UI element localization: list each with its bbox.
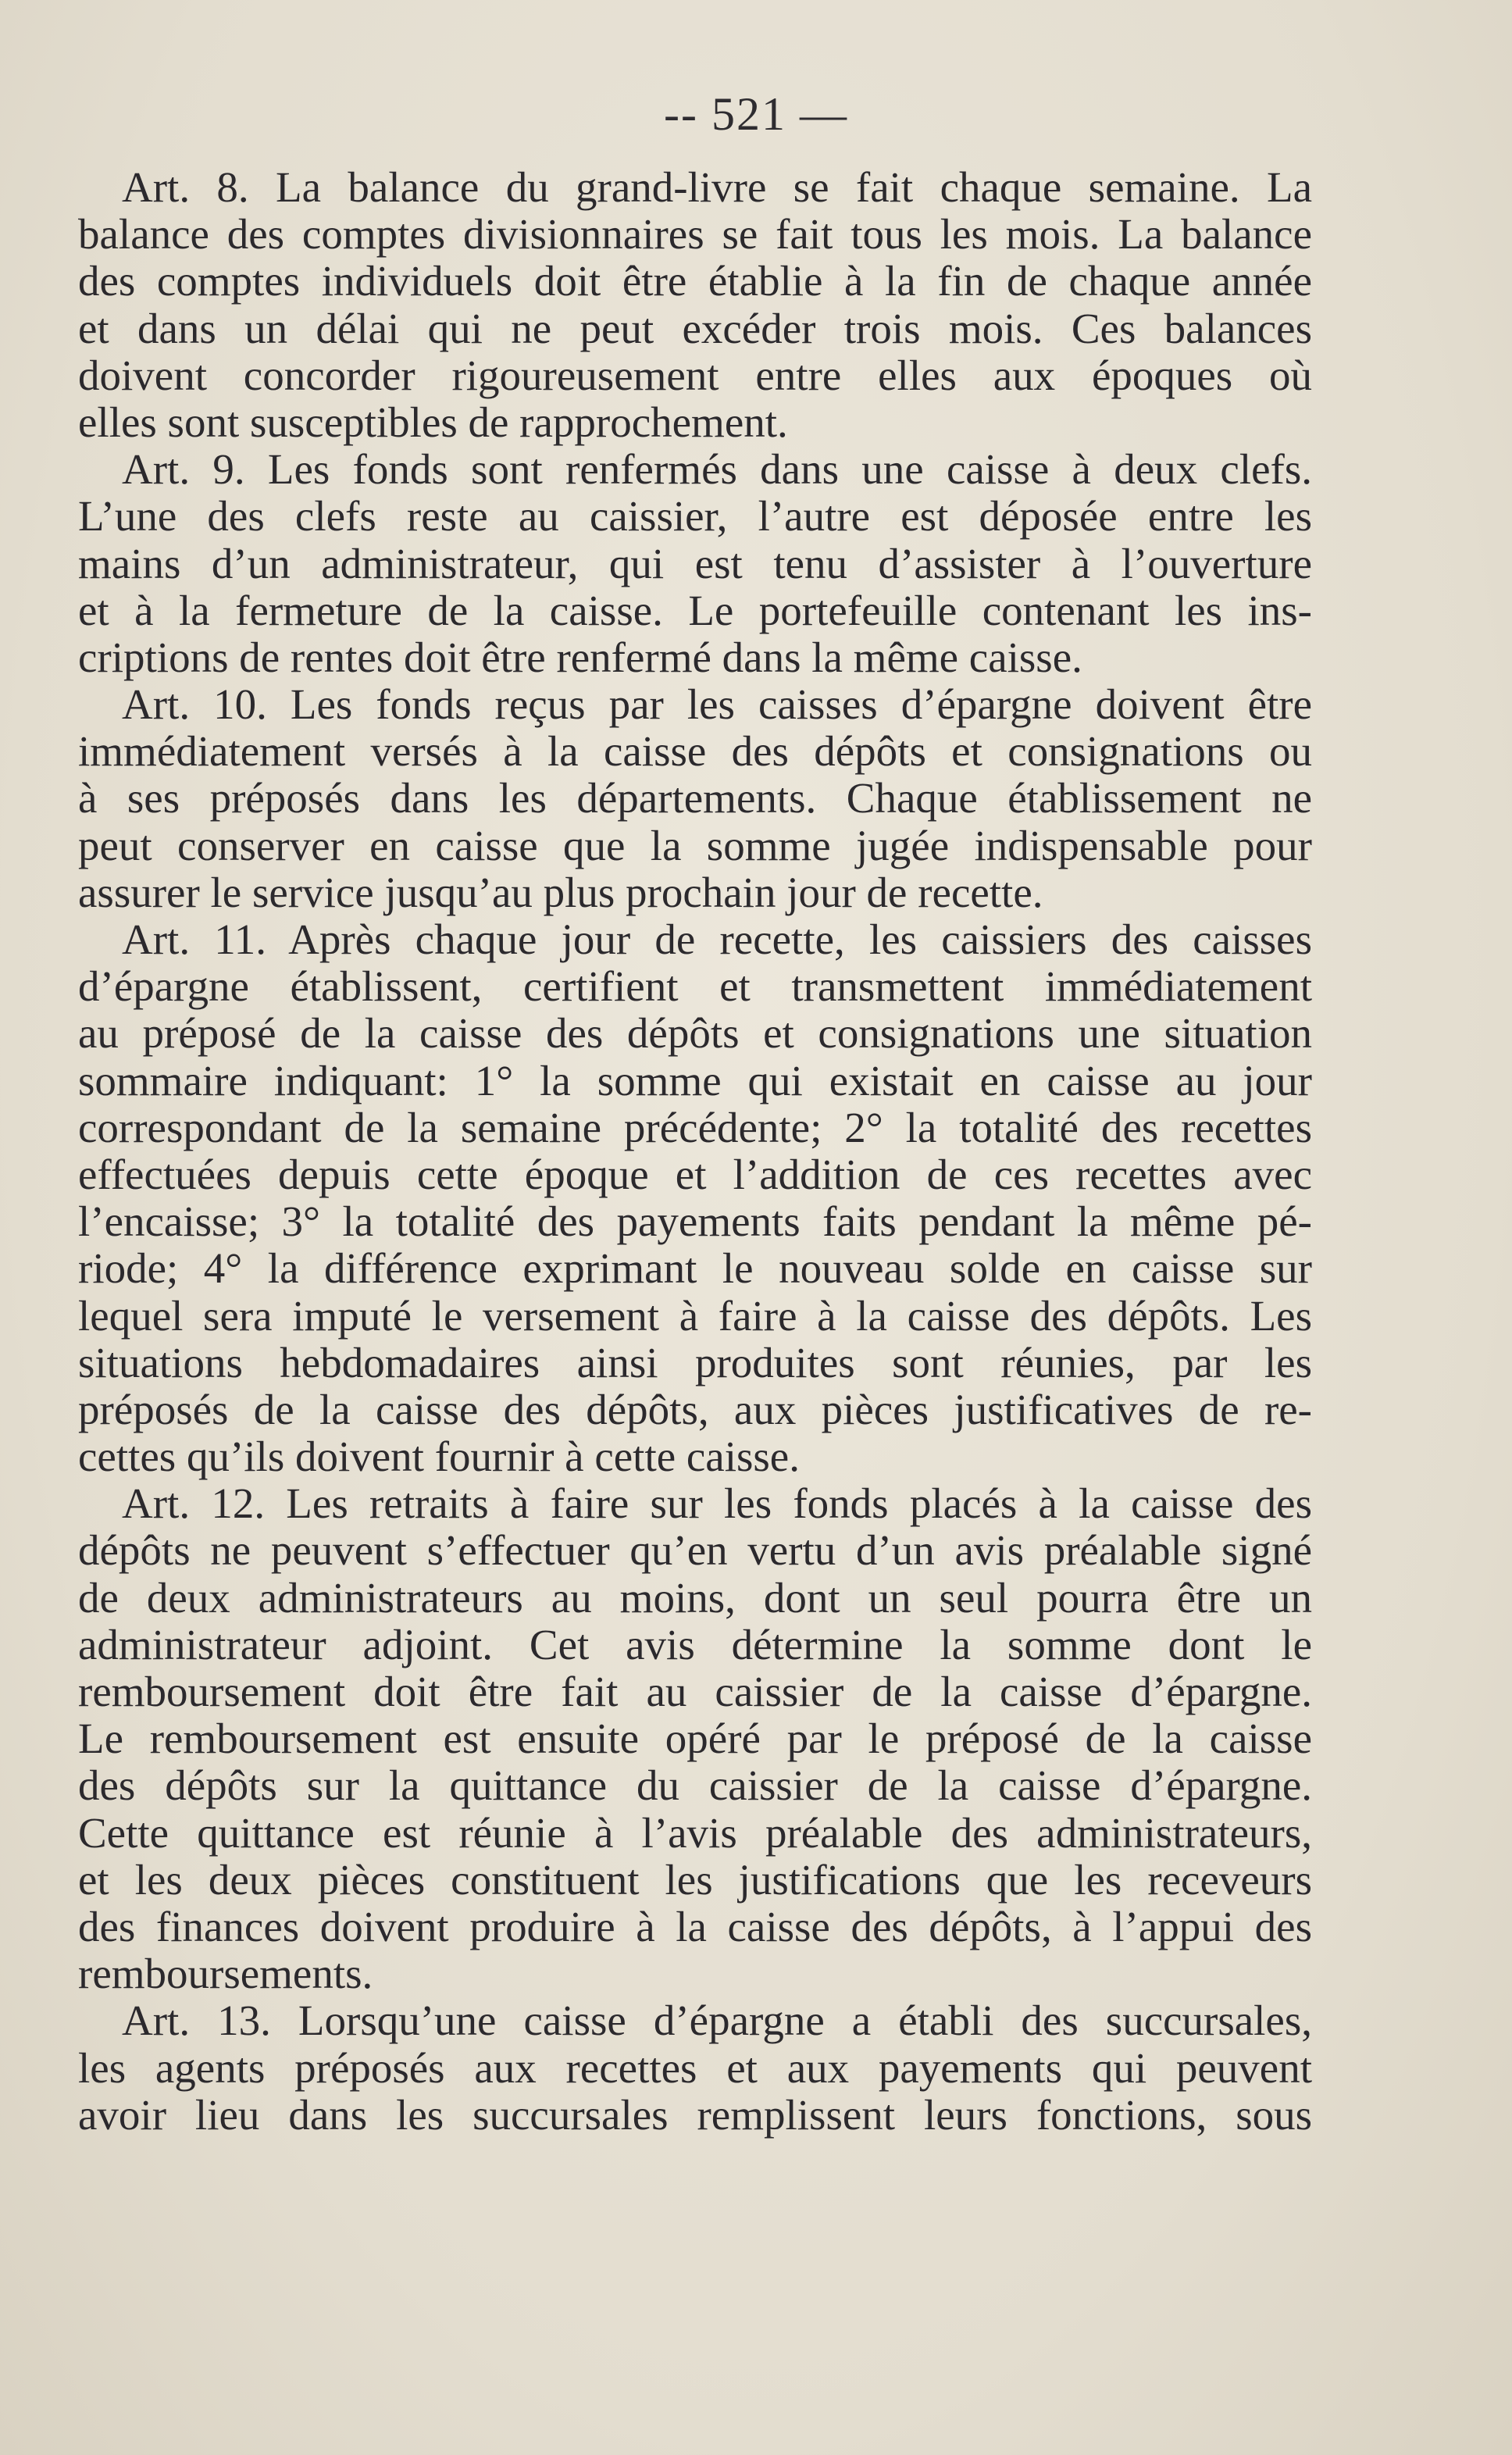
text-line: les agents préposés aux recettes et aux payements qui peuvent: [78, 2043, 1312, 2092]
text-line: des finances doivent produire à la caisse des dépôts, à l’appui des: [78, 1902, 1312, 1950]
text-line: des dépôts sur la quittance du caissier de la caisse d’épargne.: [78, 1761, 1312, 1810]
page-number: -- 521 —: [664, 88, 848, 140]
text-line: riode; 4° la différence exprimant le nouveau solde en caisse sur: [78, 1244, 1312, 1293]
text-line: mains d’un administrateur, qui est tenu d’assister à l’ouverture: [78, 539, 1312, 587]
text-line: Art. 13. Lorsqu’une caisse d’épargne a établi des succursales,: [122, 1996, 1312, 2045]
text-line: et les deux pièces constituent les justifications que les receveurs: [78, 1855, 1312, 1904]
text-line: assurer le service jusqu’au plus prochain jour de recette.: [78, 868, 1043, 916]
text-line: situations hebdomadaires ainsi produites sont réunies, par les: [78, 1338, 1312, 1386]
text-line: Art. 8. La balance du grand-livre se fait chaque semaine. La: [122, 163, 1312, 211]
text-line: doivent concorder rigoureusement entre elles aux époques où: [78, 351, 1312, 399]
text-line: Art. 12. Les retraits à faire sur les fonds placés à la caisse des: [122, 1479, 1312, 1528]
text-line: criptions de rentes doit être renfermé dans la même caisse.: [78, 633, 1082, 681]
text-line: à ses préposés dans les départements. Chaque établissement ne: [78, 774, 1312, 822]
body-text: [78, 164, 1312, 2139]
text-line: d’épargne établissent, certifient et transmettent immédiatement: [78, 962, 1312, 1011]
text-line: elles sont susceptibles de rapprochement.: [78, 398, 788, 446]
text-line: et à la fermeture de la caisse. Le portefeuille contenant les ins-: [78, 586, 1312, 634]
text-line: lequel sera imputé le versement à faire à la caisse des dépôts. Les: [78, 1291, 1312, 1340]
text-line: L’une des clefs reste au caissier, l’autre est déposée entre les: [78, 492, 1312, 541]
text-line: Le remboursement est ensuite opéré par le préposé de la caisse: [78, 1715, 1312, 1763]
text-line: des comptes individuels doit être établie à la fin de chaque année: [78, 257, 1312, 305]
text-line: préposés de la caisse des dépôts, aux pièces justificatives de re-: [78, 1385, 1312, 1433]
text-line: remboursements.: [78, 1950, 373, 1998]
text-line: remboursement doit être fait au caissier de la caisse d’épargne.: [78, 1668, 1312, 1715]
text-line: de deux administrateurs au moins, dont un seul pourra être un: [78, 1573, 1312, 1622]
text-line: administrateur adjoint. Cet avis détermine la somme dont le: [78, 1620, 1312, 1668]
text-line: Art. 11. Après chaque jour de recette, les caissiers des caisses: [122, 915, 1312, 963]
text-line: l’encaisse; 3° la totalité des payements faits pendant la même pé-: [78, 1197, 1312, 1246]
text-line: sommaire indiquant: 1° la somme qui existait en caisse au jour: [78, 1056, 1312, 1104]
text-line: au préposé de la caisse des dépôts et consignations une situation: [78, 1009, 1312, 1058]
text-line: dépôts ne peuvent s’effectuer qu’en vertu d’un avis préalable signé: [78, 1526, 1312, 1575]
text-line: peut conserver en caisse que la somme jugée indispensable pour: [78, 821, 1312, 869]
text-line: effectuées depuis cette époque et l’addition de ces recettes avec: [78, 1150, 1312, 1198]
text-line: balance des comptes divisionnaires se fait tous les mois. La balance: [78, 210, 1312, 259]
text-line: correspondant de la semaine précédente; 2° la totalité des recettes: [78, 1103, 1312, 1151]
text-line: et dans un délai qui ne peut excéder trois mois. Ces balances: [78, 304, 1312, 352]
text-line: immédiatement versés à la caisse des dépôts et consignations ou: [78, 727, 1312, 776]
text-line: Art. 10. Les fonds reçus par les caisses d’épargne doivent être: [122, 680, 1312, 729]
text-line: avoir lieu dans les succursales remplissent leurs fonctions, sous: [78, 2090, 1312, 2139]
text-line: Art. 9. Les fonds sont renfermés dans une caisse à deux clefs.: [122, 445, 1312, 494]
text-line: Cette quittance est réunie à l’avis préalable des administrateurs,: [78, 1808, 1312, 1857]
text-line: cettes qu’ils doivent fournir à cette caisse.: [78, 1433, 800, 1481]
